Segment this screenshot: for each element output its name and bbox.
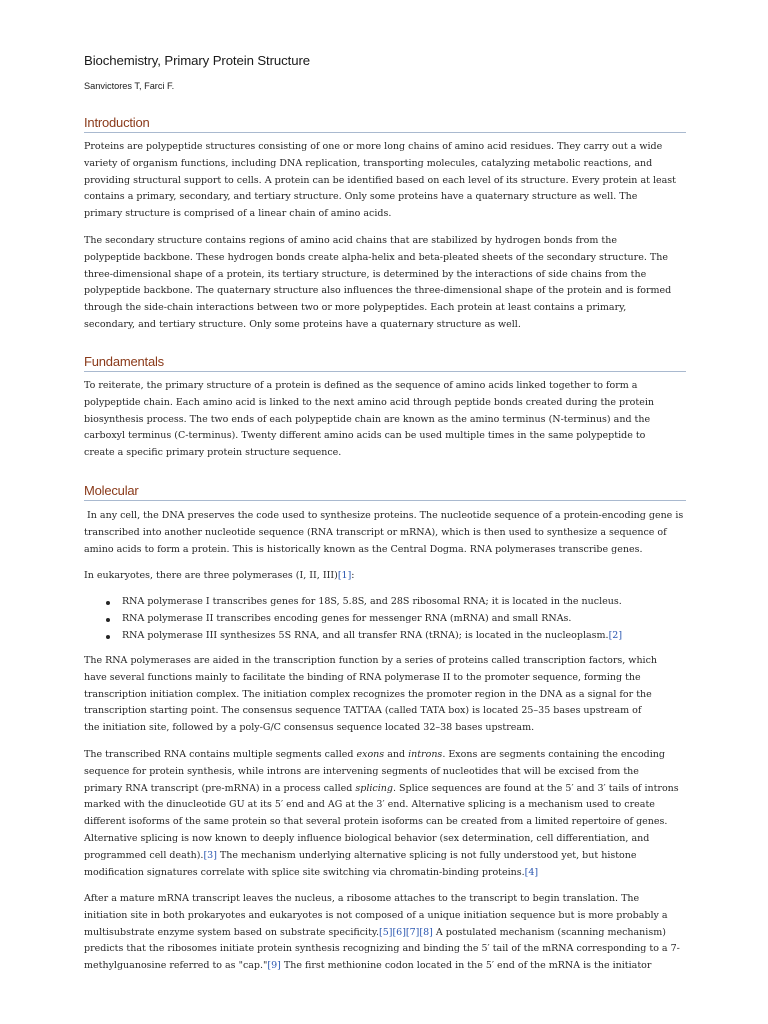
citation-links-5-8[interactable]: [5][6][7][8] bbox=[379, 926, 433, 938]
text-line bbox=[84, 925, 686, 942]
section-heading-molecular: Molecular bbox=[84, 483, 686, 501]
list-item bbox=[84, 628, 686, 645]
text-line: transcription initiation complex. The initiation complex recognizes the promoter region in the DNA as a signal for the bbox=[84, 688, 652, 700]
list-item: RNA polymerase I transcribes genes for 18S, 5.8S, and 28S ribosomal RNA; it is located in the nucleus. bbox=[84, 594, 686, 611]
text-line: variety of organism functions, including DNA replication, transporting molecules, catalyzing metabolic reactions, and bbox=[84, 157, 653, 169]
text-line: sequence for protein synthesis, while introns are intervening segments of nucleotides that will be excised from the bbox=[84, 765, 639, 777]
term-exons: exons bbox=[356, 749, 385, 760]
molecular-paragraph-3 bbox=[84, 653, 686, 737]
text-line: carboxyl terminus (C-terminus). Twenty different amino acids can be used multiple times in the same polypeptide to bbox=[84, 430, 646, 442]
text-run: In eukaryotes, there are three polymerases (I, II, III) bbox=[84, 570, 338, 581]
text-run: A postulated mechanism (scanning mechanism) bbox=[432, 926, 666, 938]
text-run: methylguanosine referred to as "cap." bbox=[84, 960, 268, 972]
text-line: contains a primary, secondary, and tertiary structure. Only some proteins have a quaternary structure as well. The bbox=[84, 191, 638, 203]
text-line: through the side-chain interactions between two or more polypeptides. Each protein at least contains a primary, bbox=[84, 302, 627, 314]
text-line bbox=[84, 865, 686, 882]
fundamentals-paragraph-1 bbox=[84, 378, 686, 462]
section-heading-introduction: Introduction bbox=[84, 115, 686, 133]
introduction-paragraph-1 bbox=[84, 139, 686, 223]
section-heading-fundamentals: Fundamentals bbox=[84, 354, 686, 372]
text-line: polypeptide backbone. These hydrogen bonds create alpha-helix and beta-pleated sheets of the secondary structure. The bbox=[84, 251, 668, 263]
text-run: modification signatures correlate with splice site switching via chromatin-binding proteins. bbox=[84, 866, 525, 878]
term-introns: introns bbox=[408, 749, 443, 760]
citation-link-9[interactable]: [9] bbox=[267, 960, 281, 972]
list-item: RNA polymerase II transcribes encoding genes for messenger RNA (mRNA) and small RNAs. bbox=[84, 611, 686, 628]
text-line: marked with the dinucleotide GU at its 5′ end and AG at the 3′ end. Alternative splicing is a mechanism used to create bbox=[84, 799, 655, 811]
text-line: transcribed into another nucleotide sequence (RNA transcript or mRNA), which is then used to synthesize a sequence of bbox=[84, 526, 667, 538]
text-line: different isoforms of the same protein so that several protein isoforms can be created from a limited repertoire of genes. bbox=[84, 816, 668, 828]
text-line: the initiation site, followed by a poly-G/C consensus sequence located 32–38 bases upstream. bbox=[84, 722, 535, 734]
text-line: secondary, and tertiary structure. Only some proteins have a quaternary structure as well. bbox=[84, 318, 521, 330]
document-authors: Sanvictores T, Farci F. bbox=[84, 81, 175, 91]
polymerase-list bbox=[84, 594, 686, 644]
text-line: amino acids to form a protein. This is historically known as the Central Dogma. RNA polymerases transcribe genes. bbox=[84, 543, 643, 555]
text-line: primary structure is comprised of a linear chain of amino acids. bbox=[84, 208, 392, 220]
text-line bbox=[84, 747, 686, 764]
molecular-paragraph-1 bbox=[84, 508, 686, 558]
text-run: The transcribed RNA contains multiple segments called bbox=[84, 749, 357, 760]
text-line bbox=[84, 958, 686, 975]
introduction-paragraph-2 bbox=[84, 233, 686, 334]
molecular-paragraph-2 bbox=[84, 568, 686, 585]
text-line: Proteins are polypeptide structures consisting of one or more long chains of amino acid residues. They carry out a wide bbox=[84, 141, 663, 152]
text-line: The secondary structure contains regions of amino acid chains that are stabilized by hydrogen bonds from the bbox=[84, 235, 617, 246]
text-line bbox=[84, 848, 686, 865]
text-line: polypeptide chain. Each amino acid is linked to the next amino acid through peptide bonds created during the protein bbox=[84, 396, 654, 408]
text-line: three-dimensional shape of a protein, its tertiary structure, is determined by the interactions of side chains from the bbox=[84, 268, 647, 280]
text-line bbox=[84, 568, 686, 585]
citation-link-2[interactable]: [2] bbox=[608, 629, 623, 641]
text-run: . Splice sequences are found at the 5′ and 3′ tails of introns bbox=[392, 782, 679, 794]
text-line: In any cell, the DNA preserves the code used to synthesize proteins. The nucleotide sequence of a protein-encoding gene is bbox=[84, 510, 684, 521]
citation-link-4[interactable]: [4] bbox=[524, 866, 539, 878]
text-line: transcription starting point. The consensus sequence TATTAA (called TATA box) is located 25–35 bases upstream of bbox=[84, 705, 642, 717]
text-run: programmed cell death). bbox=[84, 849, 204, 861]
text-line bbox=[84, 781, 686, 798]
text-line: initiation site in both prokaryotes and eukaryotes is not composed of a unique initiation sequence but is more probably a bbox=[84, 909, 668, 921]
text-run: : bbox=[351, 570, 355, 581]
text-line: polypeptide backbone. The quaternary structure also influences the three-dimensional shape of the protein and is formed bbox=[84, 285, 672, 297]
text-line: create a specific primary protein structure sequence. bbox=[84, 447, 342, 459]
term-splicing: splicing bbox=[355, 782, 393, 794]
text-run: . Exons are segments containing the encoding bbox=[442, 749, 665, 760]
molecular-paragraph-5 bbox=[84, 891, 686, 975]
text-line: biosynthesis process. The two ends of each polypeptide chain are known as the amino terminus (N-terminus) and the bbox=[84, 413, 651, 425]
text-run: and bbox=[384, 749, 409, 760]
text-run: multisubstrate enzyme system based on substrate specificity. bbox=[84, 926, 380, 938]
text-run: RNA polymerase III synthesizes 5S RNA, and all transfer RNA (tRNA); is located in the nucleoplasm. bbox=[122, 629, 609, 641]
text-line: After a mature mRNA transcript leaves the nucleus, a ribosome attaches to the transcript to begin translation. The bbox=[84, 893, 640, 904]
citation-link-1[interactable]: [1] bbox=[337, 570, 352, 581]
text-line: The RNA polymerases are aided in the transcription function by a series of proteins called transcription factors, which bbox=[84, 655, 658, 666]
text-line: To reiterate, the primary structure of a protein is defined as the sequence of amino acids linked together to form a bbox=[84, 380, 638, 391]
text-run: The mechanism underlying alternative splicing is not fully understood yet, but histone bbox=[216, 849, 637, 861]
text-line: Alternative splicing is now known to deeply influence biological behavior (sex determination, cell differentiation, and bbox=[84, 832, 650, 844]
text-run: The first methionine codon located in the 5′ end of the mRNA is the initiator bbox=[280, 960, 652, 972]
molecular-paragraph-4 bbox=[84, 747, 686, 881]
text-line: have several functions mainly to facilitate the binding of RNA polymerase II to the promoter sequence, forming the bbox=[84, 671, 641, 683]
text-run: primary RNA transcript (pre-mRNA) in a process called bbox=[84, 782, 356, 794]
text-line: predicts that the ribosomes initiate protein synthesis recognizing and binding the 5′ tail of the mRNA corresponding to a 7- bbox=[84, 943, 680, 955]
citation-link-3[interactable]: [3] bbox=[203, 849, 217, 861]
text-line: providing structural support to cells. A protein can be identified based on each level of its structure. Every protein at least bbox=[84, 174, 676, 186]
document-title: Biochemistry, Primary Protein Structure bbox=[84, 53, 310, 68]
